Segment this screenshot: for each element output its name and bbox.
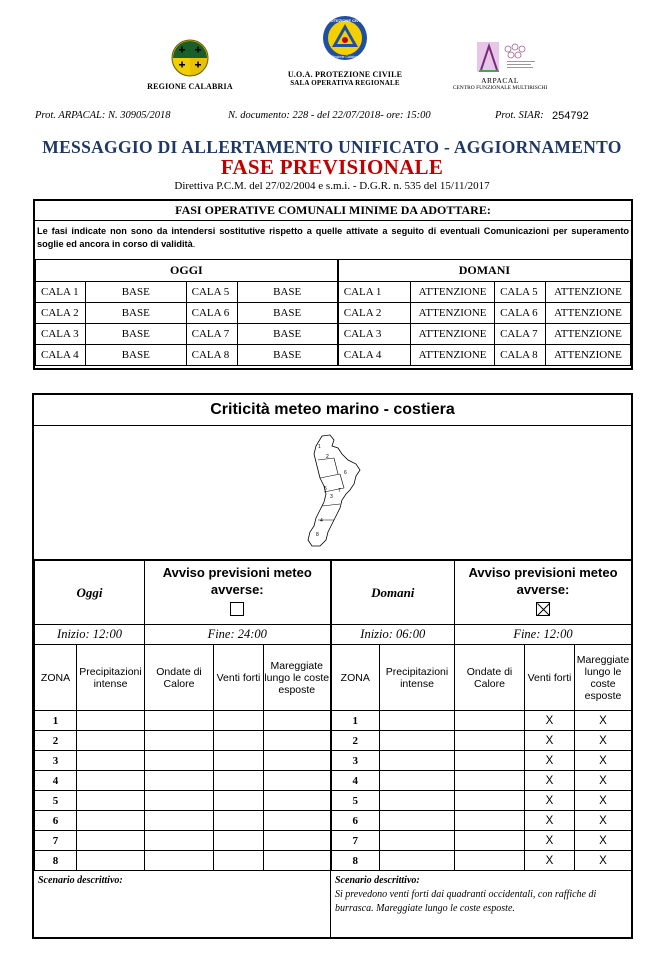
zone-cell-t_precip xyxy=(77,711,145,731)
zone-cell-d_venti: X xyxy=(525,711,575,731)
phases-note xyxy=(35,221,631,259)
map-zone-label: 4 xyxy=(320,518,323,524)
zone-cell-d_ondate xyxy=(455,831,525,851)
directive-line: Direttiva P.C.M. del 27/02/2004 e s.m.i. - D.G.R. n. 535 del 15/11/2017 xyxy=(174,180,490,192)
phases-note-end: . xyxy=(192,238,196,249)
cala-zone-name: CALA 5 xyxy=(186,282,237,303)
zone-row xyxy=(35,831,632,851)
zone-cell-t_mare xyxy=(264,711,331,731)
prot-arpacal: Prot. ARPACAL: N. 30905/2018 xyxy=(35,110,171,121)
col-ondate-tomorrow: Ondate di Calore xyxy=(455,645,525,711)
zone-cell-d_venti: X xyxy=(525,751,575,771)
tomorrow-scenario-label: Scenario descrittivo: xyxy=(335,875,420,886)
zone-cell-t_precip xyxy=(77,811,145,831)
zone-cell-t_precip xyxy=(77,831,145,851)
zone-cell-d_venti: X xyxy=(525,731,575,751)
zone-cell-d_precip xyxy=(380,851,455,871)
zone-cell-t_precip xyxy=(77,771,145,791)
zone-cell-t_precip xyxy=(77,791,145,811)
zone-number: 6 xyxy=(35,811,77,831)
protezione-civile-logo xyxy=(265,14,425,88)
zone-cell-d_mare: X xyxy=(575,711,632,731)
col-venti-tomorrow: Venti forti xyxy=(525,645,575,711)
zone-cell-d_ondate xyxy=(455,811,525,831)
zone-cell-d_venti: X xyxy=(525,771,575,791)
sala-operativa-caption: SALA OPERATIVA REGIONALE xyxy=(290,79,400,87)
cala-zone-name: CALA 1 xyxy=(36,282,86,303)
zone-cell-t_mare xyxy=(264,751,331,771)
prot-siar-number: 254792 xyxy=(552,110,589,122)
col-zona-today: ZONA xyxy=(35,645,77,711)
cala-phase-value: BASE xyxy=(85,345,186,366)
cala-phase-value: ATTENZIONE xyxy=(546,345,631,366)
zone-cell-d_precip xyxy=(380,771,455,791)
phases-row xyxy=(36,303,631,324)
map-zone-label: 3 xyxy=(330,494,333,500)
cala-phase-value: ATTENZIONE xyxy=(411,303,495,324)
cala-zone-name: CALA 4 xyxy=(36,345,86,366)
cala-zone-name: CALA 3 xyxy=(338,324,411,345)
zone-cell-t_ondate xyxy=(145,851,214,871)
today-header: OGGI xyxy=(36,260,338,282)
cala-phase-value: BASE xyxy=(85,282,186,303)
zone-cell-d_precip xyxy=(380,811,455,831)
meteo-title: Criticità meteo marino - costiera xyxy=(34,395,631,426)
phase-title: FASE PREVISIONALE xyxy=(220,155,444,179)
zone-cell-t_venti xyxy=(214,791,264,811)
document-number: N. documento: 228 - del 22/07/2018- ore: 15:00 xyxy=(228,110,431,121)
zone-number: 2 xyxy=(331,731,380,751)
map-zone-label: 6 xyxy=(344,470,347,476)
tomorrow-scenario-text: Si prevedono venti forti dai quadranti occidentali, con raffiche di burrasca. Mareggiate lungo le coste esposte. xyxy=(335,889,597,914)
phases-note-text: Le fasi indicate non sono da intendersi sostitutive rispetto a quelle attivate a seguito di eventuali Comunicazioni per superamento soglie ed ancora in corso di validità xyxy=(37,226,629,249)
zone-cell-d_mare: X xyxy=(575,751,632,771)
zone-cell-t_mare xyxy=(264,811,331,831)
tomorrow-header: DOMANI xyxy=(338,260,631,282)
protezione-civile-badge-text: PROTEZIONE CIVILE xyxy=(324,18,366,23)
zone-number: 1 xyxy=(331,711,380,731)
tomorrow-end: Fine: 12:00 xyxy=(455,625,632,645)
today-scenario xyxy=(34,871,330,938)
zone-number: 7 xyxy=(35,831,77,851)
map-zone-label: 7 xyxy=(338,488,341,494)
col-ondate-today: Ondate di Calore xyxy=(145,645,214,711)
phases-row xyxy=(36,282,631,303)
zone-cell-t_precip xyxy=(77,751,145,771)
map-zone-label: 8 xyxy=(316,532,319,538)
cala-phase-value: BASE xyxy=(237,303,338,324)
zone-cell-t_mare xyxy=(264,851,331,871)
zone-cell-d_mare: X xyxy=(575,791,632,811)
meteo-table xyxy=(34,560,632,871)
zone-number: 5 xyxy=(35,791,77,811)
arpacal-centro-caption: CENTRO FUNZIONALE MULTIRISCHI xyxy=(452,85,548,91)
col-mare-today: Mareggiate lungo le coste esposte xyxy=(264,645,331,711)
zone-cell-d_precip xyxy=(380,831,455,851)
calabria-crest-icon xyxy=(170,38,210,78)
zone-cell-t_ondate xyxy=(145,791,214,811)
tomorrow-label: Domani xyxy=(331,561,455,625)
tomorrow-avviso-checkbox[interactable] xyxy=(536,602,550,616)
cala-phase-value: BASE xyxy=(237,282,338,303)
cala-phase-value: BASE xyxy=(85,324,186,345)
uoa-caption: U.O.A. PROTEZIONE CIVILE xyxy=(287,70,403,79)
zone-number: 6 xyxy=(331,811,380,831)
zone-cell-d_ondate xyxy=(455,711,525,731)
zone-cell-d_mare: X xyxy=(575,771,632,791)
cala-phase-value: ATTENZIONE xyxy=(546,282,631,303)
zone-number: 3 xyxy=(331,751,380,771)
map-zone-label: 1 xyxy=(318,444,321,450)
phases-row xyxy=(36,345,631,366)
zone-cell-d_ondate xyxy=(455,851,525,871)
regione-calabria-caption: REGIONE CALABRIA xyxy=(147,82,233,91)
phases-heading: FASI OPERATIVE COMUNALI MINIME DA ADOTTARE: xyxy=(35,201,631,221)
zone-cell-t_ondate xyxy=(145,711,214,731)
today-scenario-label: Scenario descrittivo: xyxy=(38,875,123,886)
calabria-zones-map xyxy=(304,434,364,550)
cala-zone-name: CALA 6 xyxy=(495,303,546,324)
cala-phase-value: BASE xyxy=(237,324,338,345)
tomorrow-avviso-cell xyxy=(455,561,632,625)
cala-zone-name: CALA 8 xyxy=(186,345,237,366)
zone-cell-t_mare xyxy=(264,771,331,791)
zone-number: 8 xyxy=(35,851,77,871)
zone-number: 2 xyxy=(35,731,77,751)
arpacal-logo xyxy=(430,40,570,92)
main-title: MESSAGGIO DI ALLERTAMENTO UNIFICATO - AGGIORNAMENTO xyxy=(42,137,622,157)
zone-cell-t_ondate xyxy=(145,731,214,751)
protezione-civile-badge-sub: Regione Calabria xyxy=(331,55,359,59)
arpacal-emblem-icon xyxy=(445,40,555,74)
zone-cell-t_ondate xyxy=(145,811,214,831)
today-avviso-cell xyxy=(145,561,331,625)
zone-cell-d_precip xyxy=(380,711,455,731)
cala-zone-name: CALA 2 xyxy=(338,303,411,324)
arpacal-caption: ARPACAL xyxy=(481,76,519,85)
zone-cell-d_venti: X xyxy=(525,851,575,871)
col-precip-today: Precipitazioni intense xyxy=(77,645,145,711)
phases-row xyxy=(36,324,631,345)
regione-calabria-logo xyxy=(140,38,240,91)
map-zone-label: 5 xyxy=(324,486,327,492)
zone-cell-d_mare: X xyxy=(575,811,632,831)
zone-cell-t_venti xyxy=(214,831,264,851)
zone-cell-d_ondate xyxy=(455,771,525,791)
zone-row xyxy=(35,791,632,811)
tomorrow-scenario xyxy=(330,871,631,938)
zone-number: 4 xyxy=(35,771,77,791)
zone-cell-d_mare: X xyxy=(575,731,632,751)
meteo-box xyxy=(32,393,633,939)
zone-number: 1 xyxy=(35,711,77,731)
zone-cell-t_venti xyxy=(214,851,264,871)
zone-cell-t_mare xyxy=(264,831,331,851)
zone-number: 8 xyxy=(331,851,380,871)
col-zona-tomorrow: ZONA xyxy=(331,645,380,711)
zone-cell-d_ondate xyxy=(455,731,525,751)
zone-cell-d_precip xyxy=(380,791,455,811)
zone-cell-d_venti: X xyxy=(525,791,575,811)
prot-siar-label: Prot. SIAR: xyxy=(495,110,544,121)
cala-zone-name: CALA 5 xyxy=(495,282,546,303)
cala-zone-name: CALA 6 xyxy=(186,303,237,324)
zone-cell-d_venti: X xyxy=(525,831,575,851)
tomorrow-start: Inizio: 06:00 xyxy=(331,625,455,645)
zone-cell-t_precip xyxy=(77,851,145,871)
scenario-row xyxy=(34,871,631,938)
zone-cell-t_venti xyxy=(214,771,264,791)
map-area xyxy=(34,426,631,560)
zone-cell-t_ondate xyxy=(145,751,214,771)
cala-phase-value: ATTENZIONE xyxy=(411,324,495,345)
zone-number: 7 xyxy=(331,831,380,851)
cala-zone-name: CALA 1 xyxy=(338,282,411,303)
zone-cell-t_venti xyxy=(214,811,264,831)
cala-zone-name: CALA 4 xyxy=(338,345,411,366)
col-precip-tomorrow: Precipitazioni intense xyxy=(380,645,455,711)
cala-phase-value: BASE xyxy=(85,303,186,324)
zone-cell-t_venti xyxy=(214,711,264,731)
map-zone-label: 2 xyxy=(326,454,329,460)
tomorrow-avviso-label: Avviso previsioni meteo avverse: xyxy=(468,565,618,597)
zone-cell-d_precip xyxy=(380,751,455,771)
protocol-line xyxy=(35,110,635,124)
zone-cell-t_ondate xyxy=(145,831,214,851)
cala-phase-value: ATTENZIONE xyxy=(411,345,495,366)
zone-cell-d_ondate xyxy=(455,791,525,811)
col-mare-tomorrow: Mareggiate lungo le coste esposte xyxy=(575,645,632,711)
cala-zone-name: CALA 3 xyxy=(36,324,86,345)
cala-phase-value: ATTENZIONE xyxy=(411,282,495,303)
cala-phase-value: ATTENZIONE xyxy=(546,324,631,345)
today-label: Oggi xyxy=(35,561,145,625)
today-start: Inizio: 12:00 xyxy=(35,625,145,645)
today-end: Fine: 24:00 xyxy=(145,625,331,645)
cala-phase-value: ATTENZIONE xyxy=(546,303,631,324)
zone-row xyxy=(35,711,632,731)
protezione-civile-emblem-icon xyxy=(315,14,375,62)
zone-cell-t_venti xyxy=(214,731,264,751)
zone-number: 3 xyxy=(35,751,77,771)
cala-zone-name: CALA 7 xyxy=(495,324,546,345)
phases-table xyxy=(35,259,631,366)
cala-zone-name: CALA 8 xyxy=(495,345,546,366)
zone-row xyxy=(35,771,632,791)
today-avviso-checkbox[interactable] xyxy=(230,602,244,616)
zone-cell-t_mare xyxy=(264,731,331,751)
cala-phase-value: BASE xyxy=(237,345,338,366)
zone-cell-t_precip xyxy=(77,731,145,751)
today-avviso-label: Avviso previsioni meteo avverse: xyxy=(162,565,312,597)
zone-cell-t_venti xyxy=(214,751,264,771)
zone-cell-t_mare xyxy=(264,791,331,811)
cala-zone-name: CALA 7 xyxy=(186,324,237,345)
zone-row xyxy=(35,731,632,751)
zone-row xyxy=(35,811,632,831)
zone-row xyxy=(35,851,632,871)
zone-cell-t_ondate xyxy=(145,771,214,791)
col-venti-today: Venti forti xyxy=(214,645,264,711)
zone-cell-d_mare: X xyxy=(575,831,632,851)
zone-number: 5 xyxy=(331,791,380,811)
zone-cell-d_mare: X xyxy=(575,851,632,871)
zone-cell-d_ondate xyxy=(455,751,525,771)
zone-row xyxy=(35,751,632,771)
zone-number: 4 xyxy=(331,771,380,791)
cala-zone-name: CALA 2 xyxy=(36,303,86,324)
zone-cell-d_venti: X xyxy=(525,811,575,831)
phases-box xyxy=(33,199,633,370)
zone-cell-d_precip xyxy=(380,731,455,751)
